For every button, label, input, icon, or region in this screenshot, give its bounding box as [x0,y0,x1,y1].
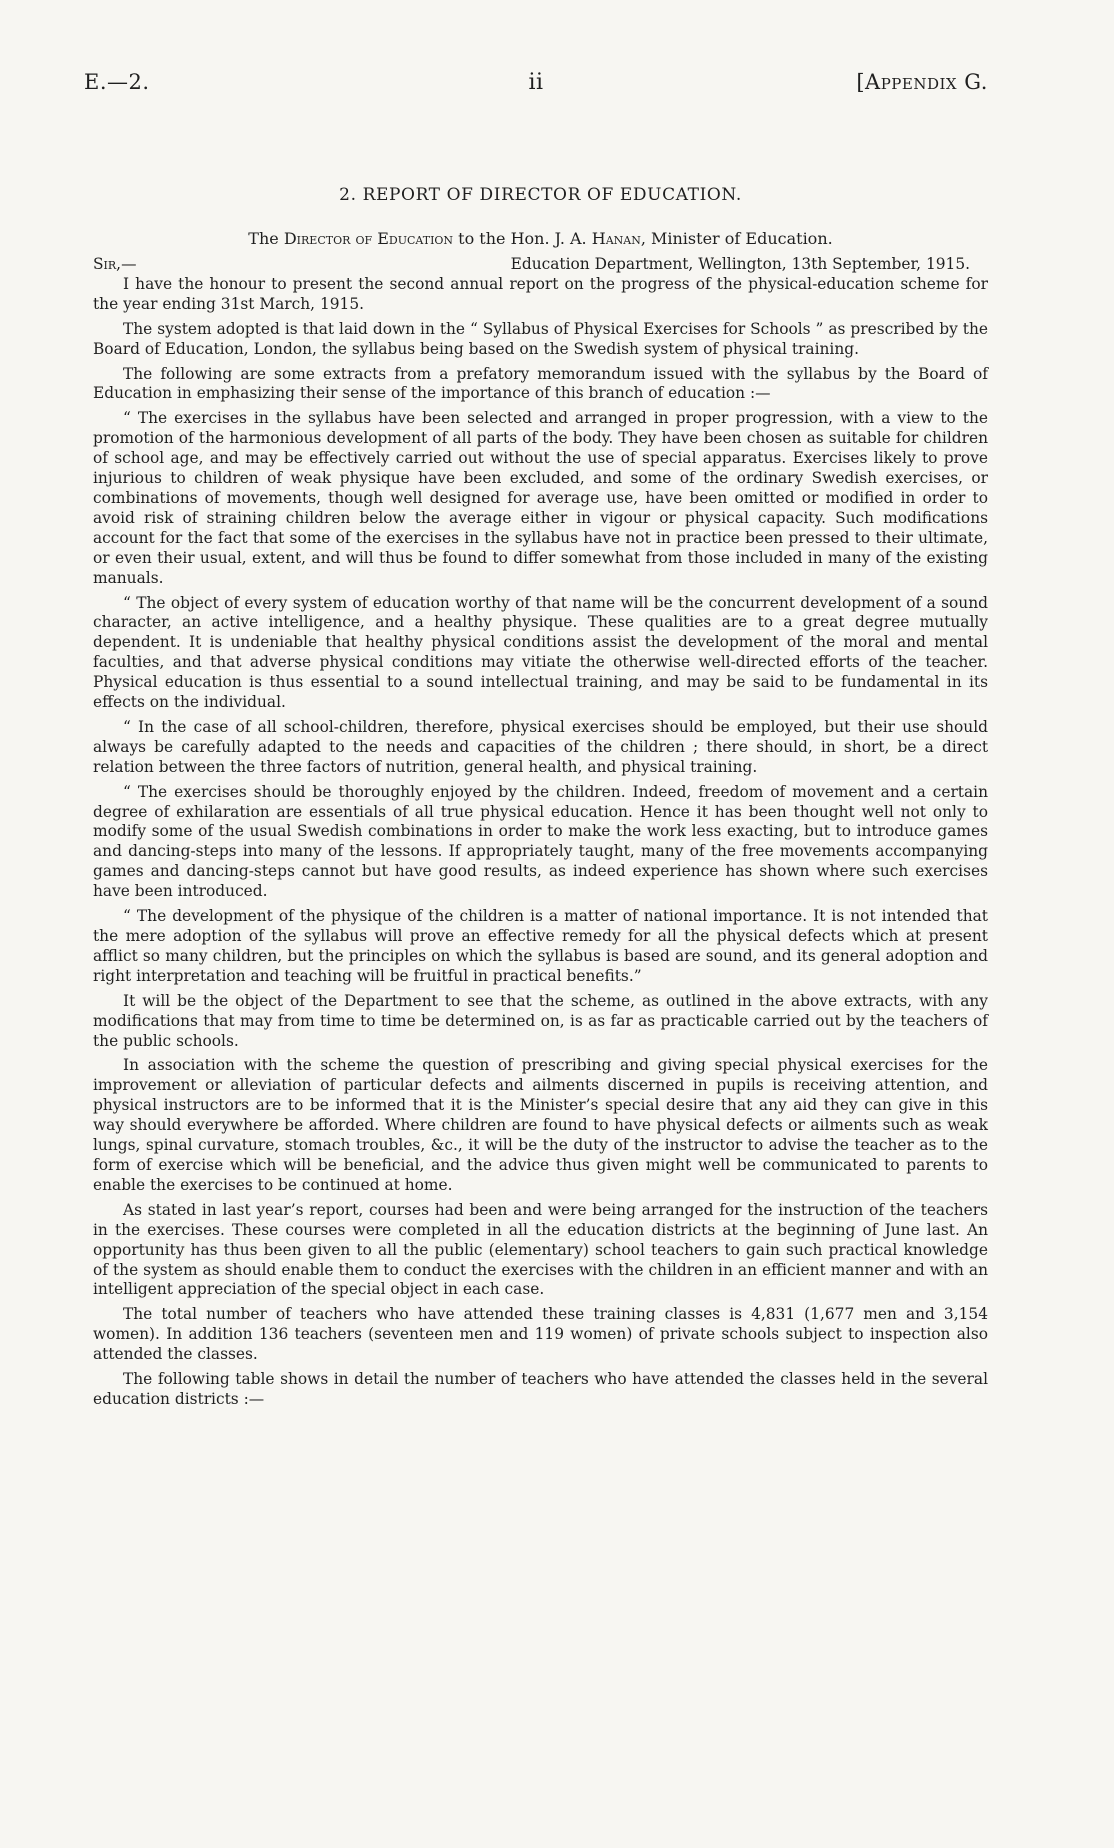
running-header [84,70,988,94]
page-number: ii [528,70,544,95]
address-line [93,228,988,249]
quoted-paragraph: “ The development of the physique of the children is a matter of national importance. It is not intended that the mere adoption of the syllabus will prove an effective remedy for all the physical defects which at present afflict so many children, but the principles on which the syllabus is based are sound, and its general adoption and right interpretation and teaching will be fruitful in practical benefits.” [93,907,988,985]
paragraph: The system adopted is that laid down in the “ Syllabus of Physical Exercises for Schools ” as prescribed by the Board of Education, London, the syllabus being based on the Swedish system of physical training. [93,319,988,358]
header-reference: E.—2. [84,70,150,94]
quoted-paragraph: “ The exercises should be thoroughly enjoyed by the children. Indeed, freedom of movement and a certain degree of exhilaration are essentials of all true physical education. Hence it has been thought well not only to modify some of the usual Swedish combinations in order to make the work less exacting, but to introduce games and dancing-steps into many of the lessons. If appropriately taught, many of the free movements accompanying games and dancing-steps cannot but have good results, as indeed experience has shown where such exercises have been introduced. [93,782,988,901]
dateline: Education Department, Wellington, 13th September, 1915. [510,255,970,273]
quoted-paragraph: “ The object of every system of education worthy of that name will be the concurrent development of a sound character, an active intelligence, and a healthy physique. These qualities are to a great degree mutually dependent. It is undeniable that healthy physical conditions assist the development of the moral and mental faculties, and that adverse physical conditions may vitiate the otherwise well-directed efforts of the teacher. Physical education is thus essential to a sound intellectual training, and may be said to be fundamental in its effects on the individual. [93,593,988,712]
quoted-paragraph: “ The exercises in the syllabus have been selected and arranged in proper progression, with a view to the promotion of the harmonious development of all parts of the body. They have been chosen as suitable for children of school age, and may be effectively carried out without the use of special apparatus. Exercises likely to prove injurious to children of weak physique have been excluded, and some of the ordinary Swedish exercises, or combinations of movements, though well designed for average use, have been omitted or modified in order to avoid risk of straining children below the average either in vigour or physical capacity. Such modifications account for the fact that some of the exercises in the syllabus have not in practice been pressed to their ultimate, or even their usual, extent, and will thus be found to differ somewhat from those included in many of the existing manuals. [93,409,988,587]
address-pre: The [248,229,279,248]
paragraph: The total number of teachers who have attended these training classes is 4,831 (1,677 men and 3,154 women). In addition 136 teachers (seventeen men and 119 women) of private schools subject to inspection also attended the classes. [93,1305,988,1364]
salutation-row [93,255,988,275]
paragraph: The following are some extracts from a prefatory memorandum issued with the syllabus by the Board of Education in emphasizing their sense of the importance of this branch of education :— [93,364,988,403]
paragraph: The following table shows in detail the number of teachers who have attended the classes held in the several education districts :— [93,1370,988,1408]
address-mid: to the Hon. J. A. [458,229,587,248]
paragraph: It will be the object of the Department to see that the scheme, as outlined in the above extracts, with any modifications that may from time to time be determined on, is as far as practicable carried out by the teachers of the public schools. [93,991,988,1050]
paragraph: I have the honour to present the second annual report on the progress of the physical-education scheme for the year ending 31st March, 1915. [93,274,988,313]
paragraph: In association with the scheme the question of prescribing and giving special physical exercises for the improvement or alleviation of particular defects and ailments discerned in pupils is receiving attention, and physical instructors are to be informed that it is the Minister’s special desire that any aid they can give in this way should everywhere be afforded. Where children are found to have physical defects or ailments such as weak lungs, spinal curvature, stomach troubles, &c., it will be the duty of the instructor to advise the teacher as to the form of exercise which will be beneficial, and the advice thus given might well be communicated to parents to enable the exercises to be continued at home. [93,1056,988,1194]
address-from: Director of Education [283,229,454,248]
salutation: Sir,— [93,255,137,273]
header-appendix: [Appendix G. [856,70,988,94]
address-post: , Minister of Education. [640,229,833,248]
paragraph: As stated in last year’s report, courses had been and were being arranged for the instruction of the teachers in the exercises. These courses were completed in all the education districts at the beginning of June last. An opportunity has thus been given to all the public (elementary) school teachers to gain such practical knowledge of the system as should enable them to conduct the exercises with the children in an efficient manner and with an intelligent appreciation of the special object in each case. [93,1200,988,1299]
quoted-paragraph: “ In the case of all school-children, therefore, physical exercises should be employed, but their use should always be carefully adapted to the needs and capacities of the children ; there should, in short, be a direct relation between the three factors of nutrition, general health, and physical training. [93,717,988,776]
report-title: 2. REPORT OF DIRECTOR OF EDUCATION. [339,185,742,205]
address-to-name: Hanan [591,229,641,248]
report-body [93,184,988,1415]
